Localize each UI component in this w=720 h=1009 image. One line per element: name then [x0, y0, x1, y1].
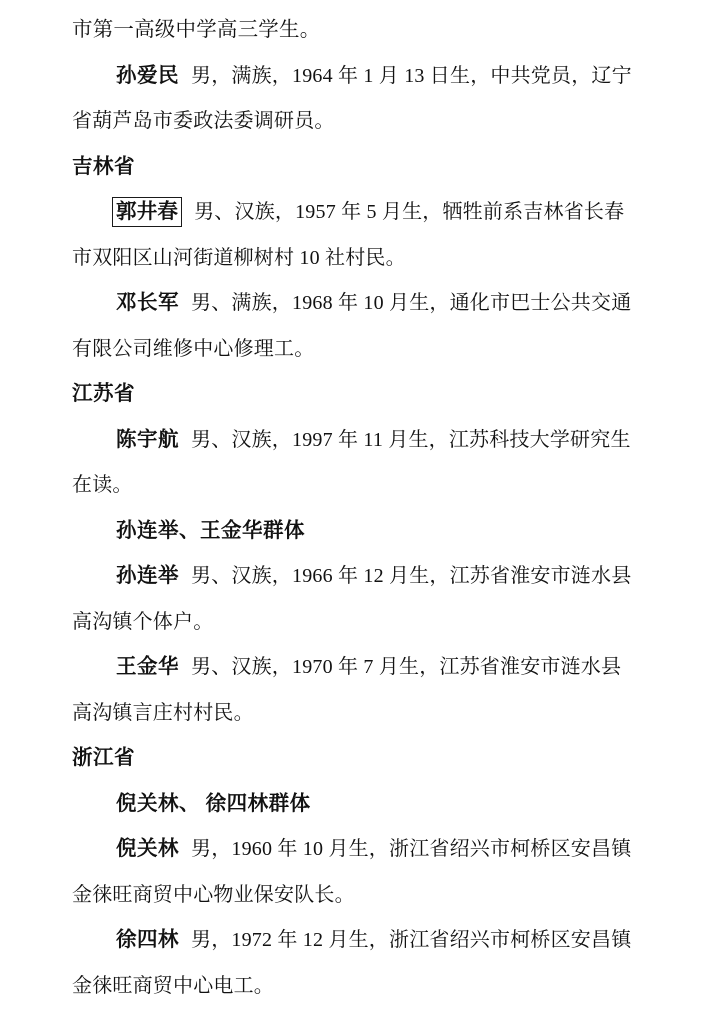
entry-chen-yuhang-text-0: 男、汉族，1997 年 11 月生，江苏科技大学研究生 [191, 429, 631, 451]
entry-wang-jinhua-line-1 [72, 691, 662, 737]
entry-sun-aimin-text-1: 省葫芦岛市委政法委调研员。 [72, 110, 335, 132]
entry-ni-guanlin-text-0: 男，1960 年 10 月生，浙江省绍兴市柯桥区安昌镇 [191, 838, 631, 860]
entry-xu-silin-line-1 [72, 964, 662, 1009]
entry-ni-guanlin-person-name: 倪关林 [116, 838, 179, 860]
document-body [72, 8, 662, 1009]
entry-xu-silin-text-1: 金徕旺商贸中心电工。 [72, 975, 274, 997]
entry-guo-jingchun-text-1: 市双阳区山河街道柳树村 10 社村民。 [72, 247, 406, 269]
entry-sun-lianju-person-name: 孙连举 [116, 565, 179, 587]
entry-sun-aimin-text-0: 男，满族，1964 年 1 月 13 日生，中共党员，辽宁 [191, 65, 632, 87]
province-heading-zhejiang: 浙江省 [72, 736, 662, 782]
entry-wang-jinhua-person-name: 王金华 [116, 656, 179, 678]
entry-sun-aimin-person-name: 孙爱民 [116, 65, 179, 87]
entry-sun-lianju-line-1 [72, 600, 662, 646]
entry-guo-jingchun-line-0 [72, 190, 662, 236]
province-heading-jilin: 吉林省 [72, 145, 662, 191]
province-heading-jiangsu: 江苏省 [72, 372, 662, 418]
entry-deng-changjun-line-1 [72, 327, 662, 373]
entry-xu-silin-line-0 [72, 918, 662, 964]
entry-deng-changjun-line-0 [72, 281, 662, 327]
entry-chen-yuhang-line-0 [72, 418, 662, 464]
entry-wang-jinhua-text-0: 男、汉族，1970 年 7 月生，江苏省淮安市涟水县 [191, 656, 621, 678]
entry-sun-lianju-text-1: 高沟镇个体户。 [72, 611, 213, 633]
entry-guo-jingchun-person-name: 郭井春 [112, 197, 182, 227]
entry-xu-silin-person-name: 徐四林 [116, 929, 179, 951]
entry-chen-yuhang-text-1: 在读。 [72, 474, 133, 496]
entry-deng-changjun-person-name: 邓长军 [116, 292, 179, 314]
entry-ni-guanlin-line-0 [72, 827, 662, 873]
entry-deng-changjun-text-1: 有限公司维修中心修理工。 [72, 338, 314, 360]
entry-guo-jingchun-text-0: 男、汉族，1957 年 5 月生，牺牲前系吉林省长春 [194, 201, 624, 223]
entry-xu-silin-text-0: 男，1972 年 12 月生，浙江省绍兴市柯桥区安昌镇 [191, 929, 631, 951]
group-heading-ni-xu: 倪关林、 徐四林群体 [72, 782, 662, 828]
entry-guo-jingchun-line-1 [72, 236, 662, 282]
entry-sun-lianju-line-0 [72, 554, 662, 600]
entry-ni-guanlin-text-1: 金徕旺商贸中心物业保安队长。 [72, 884, 355, 906]
entry-sun-aimin-line-1 [72, 99, 662, 145]
group-heading-sun-wang: 孙连举、王金华群体 [72, 509, 662, 555]
entry-chen-yuhang-line-1 [72, 463, 662, 509]
entry-ni-guanlin-line-1 [72, 873, 662, 919]
entry-sun-lianju-text-0: 男、汉族，1966 年 12 月生，江苏省淮安市涟水县 [191, 565, 631, 587]
entry-chen-yuhang-person-name: 陈宇航 [116, 429, 179, 451]
entry-deng-changjun-text-0: 男、满族，1968 年 10 月生，通化市巴士公共交通 [191, 292, 631, 314]
entry-sun-aimin-line-0 [72, 54, 662, 100]
entry-wang-jinhua-line-0 [72, 645, 662, 691]
entry-wang-jinhua-text-1: 高沟镇言庄村村民。 [72, 702, 254, 724]
continuation-line: 市第一高级中学高三学生。 [72, 8, 662, 54]
